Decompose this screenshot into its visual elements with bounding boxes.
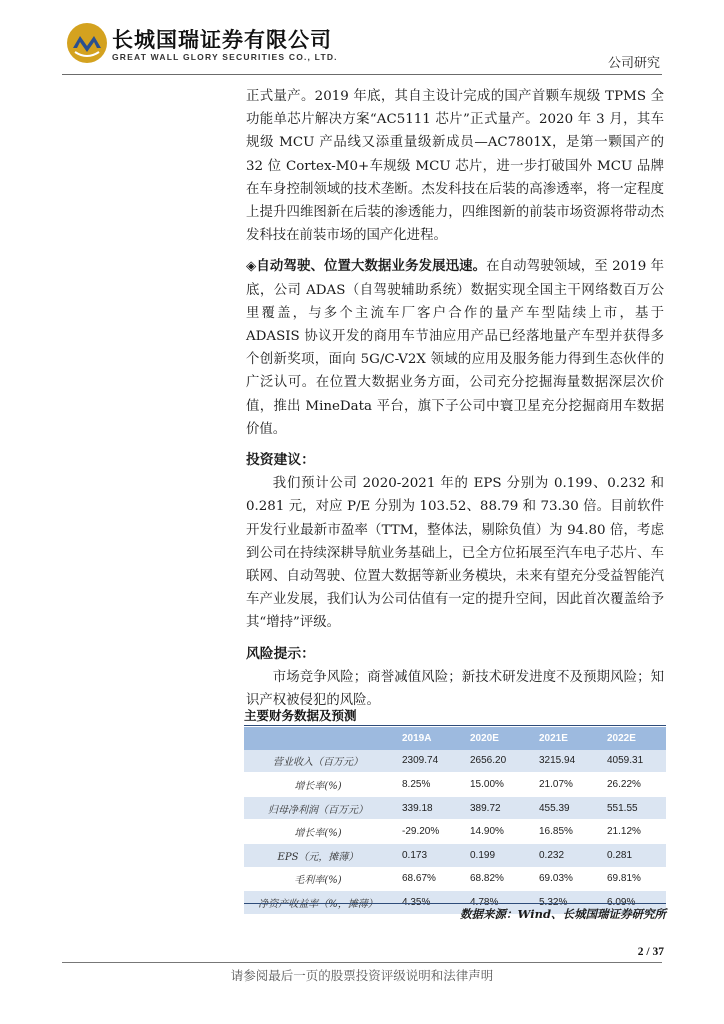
table-cell: 21.12%	[597, 820, 666, 844]
table-cell: -29.20%	[392, 820, 460, 844]
row-label: 归母净利润（百万元）	[244, 796, 392, 820]
table-cell: 69.03%	[529, 867, 597, 891]
column-header: 2022E	[597, 727, 666, 750]
paragraph-autodrive	[246, 255, 664, 441]
table-cell: 389.72	[460, 796, 529, 820]
table-cell: 15.00%	[460, 773, 529, 797]
company-logo-icon	[66, 22, 108, 68]
paragraph-chip: 正式量产。2019 年底，其自主设计完成的国产首颗车规级 TPMS 全功能单芯片解决方案“AC5111 芯片”正式量产。2020 年 3 月，其车规级 MCU 产品线又添重量级新成员—AC7801X，是第一颗国产的 32 位 Cortex-M0+车规级 MCU 芯片，进一步打破国外 MCU 品牌在车身控制领域的技术垄断。杰发科技在后装的高渗透率，将一定程度上提升四维图新在后装的渗透能力，四维图新的前装市场资源将带动杰发科技在前装市场的国产化进程。	[246, 89, 664, 244]
table-row	[244, 796, 666, 820]
column-header: 2021E	[529, 727, 597, 750]
column-header: 2019A	[392, 727, 460, 750]
table-row	[244, 867, 666, 891]
table-cell: 455.39	[529, 796, 597, 820]
table-cell: 4059.31	[597, 750, 666, 773]
page-number: 2 / 37	[637, 946, 664, 958]
company-name-en: GREAT WALL GLORY SECURITIES CO., LTD.	[112, 52, 338, 62]
report-type: 公司研究	[607, 56, 660, 71]
table-cell: 14.90%	[460, 820, 529, 844]
invest-text: 我们预计公司 2020-2021 年的 EPS 分别为 0.199、0.232 和 0.281 元，对应 P/E 分别为 103.52、88.79 和 73.30 倍。目前软件开发行业最新市盈率（TTM，整体法，剔除负值）为 94.80 倍，考虑到公司在持续深耕导航业务基础上，已全方位拓展至汽车电子芯片、车联网、自动驾驶、位置大数据等新业务模块，未来有望充分受益智能汽车产业发展，我们认为公司估值有一定的提升空间，因此首次覆盖给予其“增持”评级。	[246, 476, 664, 631]
column-header: 2020E	[460, 727, 529, 750]
table-cell: 69.81%	[597, 867, 666, 891]
row-label: 增长率(%)	[244, 773, 392, 797]
table-title: 主要财务数据及预测	[244, 708, 357, 723]
report-body	[246, 85, 664, 712]
table-cell: 339.18	[392, 796, 460, 820]
row-label: 毛利率(%)	[244, 867, 392, 891]
table-row	[244, 843, 666, 867]
table-cell: 0.281	[597, 843, 666, 867]
table-bottom-rule	[244, 903, 666, 904]
company-name-cn: 长城国瑞证券有限公司	[112, 28, 332, 52]
table-cell: 551.55	[597, 796, 666, 820]
table-cell: 4.35%	[392, 891, 460, 915]
row-label: 净资产收益率（%，摊薄）	[244, 891, 392, 915]
table-header-row	[244, 727, 666, 750]
row-label: EPS（元，摊薄）	[244, 843, 392, 867]
table-row	[244, 750, 666, 773]
invest-heading: 投资建议：	[246, 452, 315, 469]
footer-disclaimer: 请参阅最后一页的股票投资评级说明和法律声明	[230, 968, 494, 983]
table-cell: 0.199	[460, 843, 529, 867]
page-header	[0, 0, 724, 80]
row-label: 增长率(%)	[244, 820, 392, 844]
table-cell: 2656.20	[460, 750, 529, 773]
table-cell: 26.22%	[597, 773, 666, 797]
table-cell: 2309.74	[392, 750, 460, 773]
risk-heading: 风险提示：	[246, 645, 315, 662]
table-cell: 16.85%	[529, 820, 597, 844]
row-label: 营业收入（百万元）	[244, 750, 392, 773]
table-cell: 8.25%	[392, 773, 460, 797]
table-cell: 21.07%	[529, 773, 597, 797]
table-cell: 3215.94	[529, 750, 597, 773]
table-top-rule	[244, 725, 666, 726]
financial-table	[244, 727, 666, 915]
table-cell: 0.232	[529, 843, 597, 867]
column-header	[244, 727, 392, 750]
paragraph-autodrive-text: 在自动驾驶领域，至 2019 年底，公司 ADAS（自驾驶辅助系统）数据实现全国主干网络数百万公里覆盖，与多个主流车厂客户合作的量产车型陆续上市，基于 ADASIS 协议开发的商用车节油应用产品已经落地量产车型并获得多个创新奖项，面向 5G/C-V2X 领域的应用及服务能力得到生态伙伴的广泛认可。在位置大数据业务方面，公司充分挖掘海量数据深层次价值，推出 MineData 平台，旗下子公司中寰卫星充分挖掘商用车数据价值。	[246, 259, 665, 437]
table-cell: 6.09%	[597, 891, 666, 915]
header-divider	[62, 74, 662, 75]
risk-text: 市场竞争风险；商誉减值风险；新技术研发进度不及预期风险；知识产权被侵犯的风险。	[246, 669, 664, 709]
table-row	[244, 820, 666, 844]
table-row	[244, 773, 666, 797]
footer-divider	[62, 962, 662, 963]
table-cell: 68.67%	[392, 867, 460, 891]
table-cell: 4.78%	[460, 891, 529, 915]
paragraph-lead: ◈自动驾驶、位置大数据业务发展迅速。	[246, 259, 487, 275]
data-source: 数据来源：Wind、长城国瑞证券研究所	[460, 907, 666, 921]
table-cell: 68.82%	[460, 867, 529, 891]
table-cell: 0.173	[392, 843, 460, 867]
table-cell: 5.32%	[529, 891, 597, 915]
